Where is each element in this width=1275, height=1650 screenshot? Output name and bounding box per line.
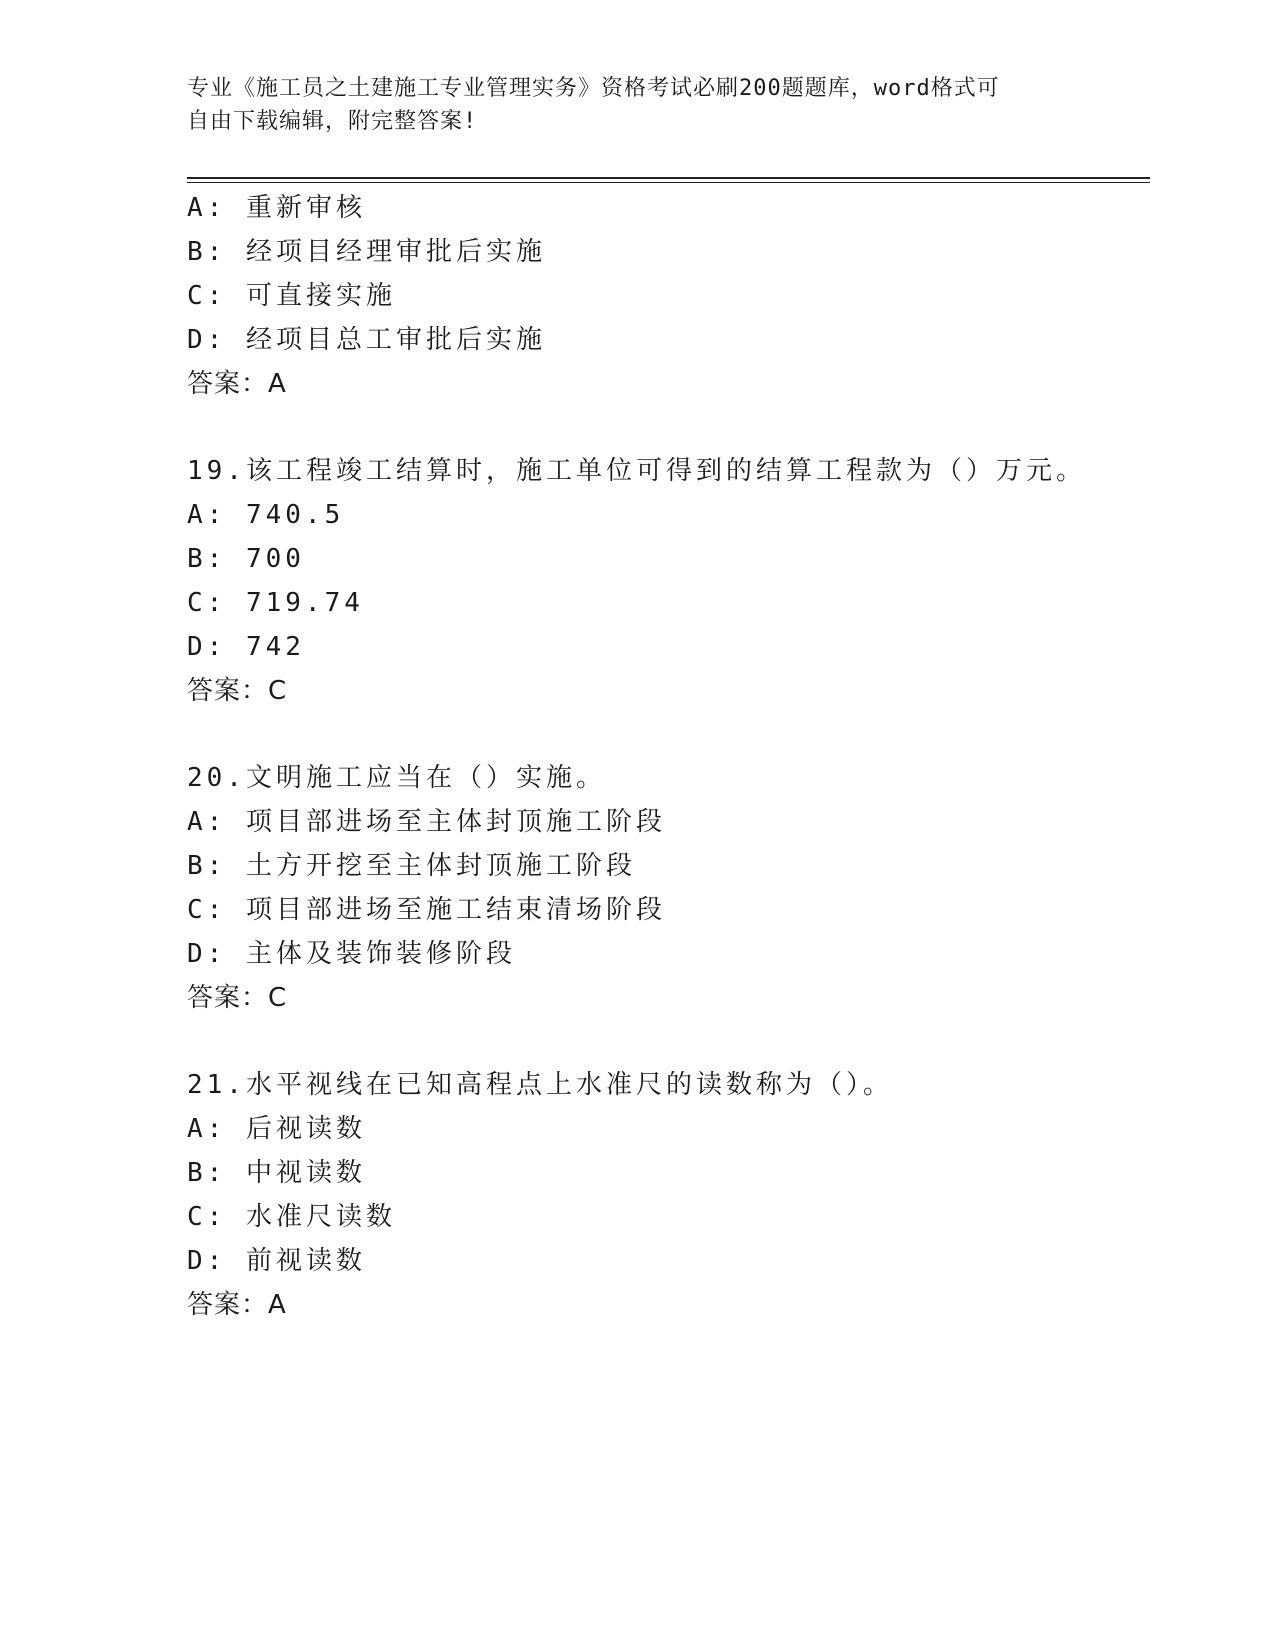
q18-option-a: A: 重新审核 [187, 193, 366, 223]
q20-option-d: D: 主体及装饰装修阶段 [187, 939, 516, 969]
q20-option-c: C: 项目部进场至施工结束清场阶段 [187, 895, 666, 925]
q21-option-a: A: 后视读数 [187, 1114, 366, 1144]
q20-option-a: A: 项目部进场至主体封顶施工阶段 [187, 807, 666, 837]
q19-answer: 答案：C [187, 676, 288, 706]
q20-answer: 答案：C [187, 983, 288, 1013]
header-title-line-1: 专业《施工员之土建施工专业管理实务》资格考试必刷200题题库，word格式可 [187, 76, 1000, 101]
q21-question: 21.水平视线在已知高程点上水准尺的读数称为（）。 [187, 1070, 893, 1100]
header-divider-thick [187, 177, 1150, 179]
q19-question: 19.该工程竣工结算时，施工单位可得到的结算工程款为（）万元。 [187, 456, 1086, 486]
q19-option-c: C: 719.74 [187, 588, 364, 618]
q21-option-d: D: 前视读数 [187, 1246, 366, 1276]
q19-option-b: B: 700 [187, 544, 305, 574]
q21-option-c: C: 水准尺读数 [187, 1202, 396, 1232]
q18-answer: 答案：A [187, 369, 287, 399]
header-title-line-2: 自由下载编辑，附完整答案! [187, 109, 478, 134]
q20-option-b: B: 土方开挖至主体封顶施工阶段 [187, 851, 636, 881]
q20-question: 20.文明施工应当在（）实施。 [187, 763, 606, 793]
q19-option-a: A: 740.5 [187, 500, 345, 530]
q18-option-d: D: 经项目总工审批后实施 [187, 325, 546, 355]
q21-option-b: B: 中视读数 [187, 1158, 366, 1188]
q19-option-d: D: 742 [187, 632, 305, 662]
header-divider-thin [187, 182, 1150, 183]
q21-answer: 答案：A [187, 1290, 287, 1320]
document-header [187, 72, 1087, 138]
q18-option-c: C: 可直接实施 [187, 281, 396, 311]
q18-option-b: B: 经项目经理审批后实施 [187, 237, 546, 267]
